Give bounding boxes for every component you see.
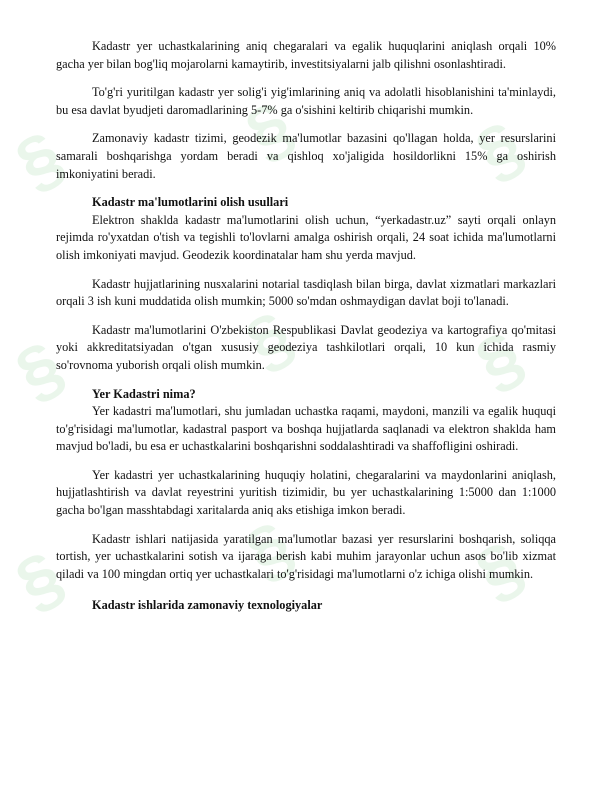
paragraph: Zamonaviy kadastr tizimi, geodezik ma'lumotlar bazasini qo'llagan holda, yer resurslarini samarali boshqarishga yordam beradi va qishloq xo'jaligida hosildorlikni 15% ga oshirish imkoniyatini beradi. bbox=[56, 131, 556, 181]
watermark-mark: § bbox=[3, 326, 76, 414]
paragraph: Elektron shaklda kadastr ma'lumotlarini olish uchun, “yerkadastr.uz” sayti orqali onlayn rejimda ro'yxatdan o'tish va tegishli to'lovlarni amalga oshirish orqali, 24 soat ichida ma'lumotlarni olish imkoniyati mavjud. Geodezik koordinatalar ham shu yerda mavjud. bbox=[56, 212, 556, 262]
paragraph: Yer kadastri ma'lumotlari, shu jumladan uchastka raqami, maydoni, manzili va egalik huquqi to'g'risidagi ma'lumotlar, kadastral pasport va boshqa hujjatlarda saqlanadi va elektron shaklda ham mavjud bo'ladi, bu esa er uchastkalarini boshqarishni soddalashtiradi va shaffofligini oshiradi. bbox=[56, 404, 556, 454]
paragraph: Yer kadastri yer uchastkalarining huquqiy holatini, chegaralarini va maydonlarini aniqlash, hujjatlashtirish va davlat reyestrini yuritish tizimidir, bu yer uchastkalarining 1:5000 dan 1:1000 gacha bo'lgan masshtabdagi xaritalarda aniq aks etishiga imkon beradi. bbox=[56, 467, 556, 518]
watermark-mark: § bbox=[463, 316, 536, 404]
paragraph: To'g'ri yuritilgan kadastr yer solig'i yig'imlarining aniq va adolatli hisoblanishini ta'minlaydi, bu esa davlat byudjeti daromadlarining 5-7% ga o'sishini keltirib chiqarishi mumkin. bbox=[56, 85, 556, 117]
paragraph: Kadastr ma'lumotlarini O'zbekiston Respublikasi Davlat geodeziya va kartografiya qo'mitasi yoki akkreditatsiyadan o'tgan xususiy geodeziya tashkilotlari orqali, 10 kun ichida rasmiy so'rovnoma yuborish orqali olish mumkin. bbox=[56, 322, 556, 372]
watermark-mark: § bbox=[3, 116, 76, 204]
watermark-mark: § bbox=[233, 296, 306, 384]
watermark-mark: § bbox=[463, 106, 536, 194]
watermark-mark: § bbox=[3, 536, 76, 624]
paragraph: Kadastr ishlari natijasida yaratilgan ma'lumotlar bazasi yer resurslarini boshqarish, soliqqa tortish, yer uchastkalarini sotish va ijaraga berish kabi muhim jarayonlar uchun asos bo'lib xizmat qiladi va 100 mingdan ortiq yer uchastkalari to'g'risidagi ma'lumotlarni o'z ichiga olishi mumkin. bbox=[56, 531, 556, 581]
section-heading: Kadastr ishlarida zamonaviy texnologiyalar bbox=[92, 598, 323, 613]
paragraph: Kadastr hujjatlarining nusxalarini notarial tasdiqlash bilan birga, davlat xizmatlari markazlari orqali 3 ish kuni muddatida olish mumkin; 5000 so'mdan oshmaydigan davlat boji to'lanadi. bbox=[56, 276, 556, 309]
watermark-mark: § bbox=[463, 526, 536, 614]
section-heading: Kadastr ma'lumotlarini olish usullari bbox=[92, 195, 289, 210]
watermark-mark: § bbox=[233, 86, 306, 174]
watermark-mark: § bbox=[233, 506, 306, 594]
paragraph: Kadastr yer uchastkalarining aniq chegaralari va egalik huquqlarini aniqlash orqali 10% gacha yer bilan bog'liq mojarolarni kamaytirib, investitsiyalarni jalb qilishni osonlashtiradi. bbox=[56, 39, 556, 71]
document-page bbox=[56, 38, 556, 615]
section-heading: Yer Kadastri nima? bbox=[92, 386, 196, 401]
